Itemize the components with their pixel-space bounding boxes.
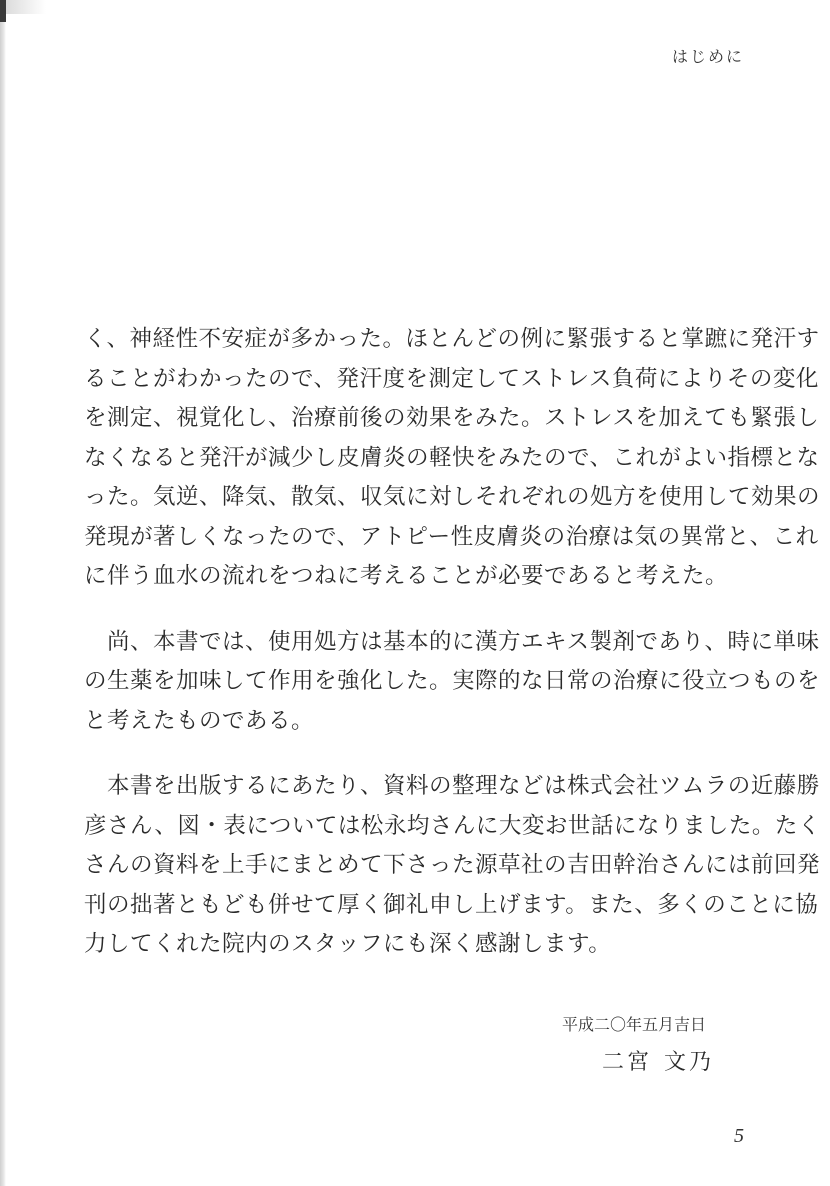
paragraph-3 [84, 767, 821, 965]
text-line: さんの資料を上手にまとめて下さった源草社の吉田幹治さんには前回発 [84, 852, 821, 878]
paragraph-2 [84, 623, 821, 742]
text-line: ることがわかったので、発汗度を測定してストレス負荷によりその変化 [84, 365, 819, 392]
author-given-name: 文乃 [664, 1050, 715, 1075]
page-top-shade [6, 0, 46, 14]
text-line: に伴う血水の流れをつねに考えることが必要であると考えた。 [84, 563, 729, 589]
text-line: なくなると発汗が減少し皮膚炎の軽快をみたので、これがよい指標とな [84, 444, 820, 471]
author-family-name: 二宮 [602, 1050, 653, 1075]
signature-date: 平成二〇年五月吉日 [562, 1015, 707, 1034]
signature-author [602, 1045, 714, 1076]
paragraph-1 [84, 320, 821, 597]
text-line: 尚、本書では、使用処方は基本的に漢方エキス製剤であり、時に単味 [84, 628, 820, 655]
text-line: 本書を出版するにあたり、資料の整理などは株式会社ツムラの近藤勝 [84, 773, 820, 799]
text-line: く、神経性不安症が多かった。ほとんどの例に緊張すると掌蹠に発汗す [84, 326, 820, 352]
text-line: った。気逆、降気、散気、収気に対しそれぞれの処方を使用して効果の [84, 484, 821, 510]
page-number: 5 [734, 1125, 744, 1147]
text-line: 力してくれた院内のスタッフにも深く感謝します。 [84, 931, 612, 957]
text-line: と考えたものである。 [84, 707, 315, 734]
text-line: 彦さん、図・表については松永均さんに大変お世話になりました。たく [84, 812, 821, 839]
text-line: を測定、視覚化し、治療前後の効果をみた。ストレスを加えても緊張し [84, 405, 820, 431]
page-binding-edge [0, 0, 6, 1186]
running-head: はじめに [671, 47, 744, 66]
text-line: の生薬を加味して作用を強化した。実際的な日常の治療に役立つものを [84, 668, 821, 694]
body-text [84, 320, 821, 991]
text-line: 発現が著しくなったので、アトピー性皮膚炎の治療は気の異常と、これ [84, 523, 819, 550]
text-line: 刊の拙著ともども併せて厚く御礼申し上げます。また、多くのことに協 [84, 891, 819, 918]
